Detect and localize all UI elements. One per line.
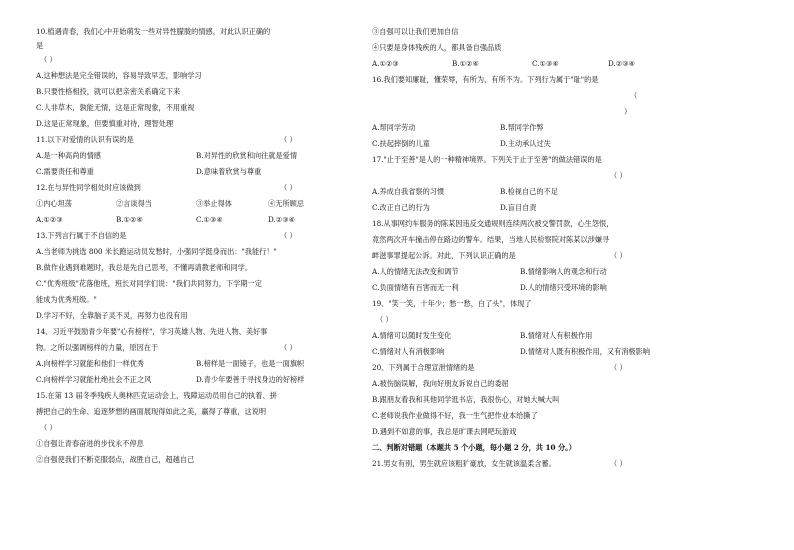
- q11-option-d: D.意味着欣赏与尊重: [196, 167, 262, 176]
- q17-answer-blank: （ ）: [610, 171, 627, 180]
- q14-answer-blank: （ ）: [280, 343, 297, 352]
- q18-answer-blank: （ ）: [610, 251, 627, 260]
- q15-option-b: B.①②④: [452, 59, 479, 68]
- q14-option-a: A.向榜样学习就能和他们一样优秀: [36, 359, 145, 368]
- q16-option-b: B.帮同学作弊: [500, 123, 544, 132]
- q19-answer-blank: （ ）: [376, 315, 393, 324]
- q11-stem: 11.以下对爱情的认识有误的是: [36, 135, 134, 144]
- q18-stem-line1: 18.从事网约车服务的陈某因违反交通规则连续两次被交警罚款，心生怨恨，: [372, 219, 614, 228]
- q21-answer-blank: （ ）: [610, 459, 627, 468]
- q12-item-4: ④无所顾忌: [268, 199, 304, 208]
- q15-item-4: ④只要是身体残疾的人，都具备自强品质: [372, 43, 502, 52]
- q17-option-a: A.养成自我省察的习惯: [372, 187, 445, 196]
- q15-item-3: ③自强可以让我们更加自信: [372, 27, 459, 36]
- q16-stem: 16.我们要知廉耻，懂荣辱，有所为，有所不为。下列行为属于"耻"的是: [372, 75, 599, 84]
- q21-stem: 21.男女有别，男生就应该粗犷豪放，女生就该温柔含蓄。: [372, 459, 556, 468]
- q14-stem-line1: 14、习近平鼓励青少年要"心有榜样"，学习英雄人物、先进人物、美好事: [36, 327, 268, 336]
- q20-answer-blank: （ ）: [610, 363, 627, 372]
- q16-blank-open: （: [630, 91, 638, 100]
- q18-option-c: C.负面情绪有百害而无一利: [372, 283, 459, 292]
- q15-option-d: D.②③④: [608, 59, 636, 68]
- q16-option-c: C.扶起摔倒的儿童: [372, 139, 430, 148]
- section-2-title: 二、判断对错题（本题共 5 个小题，每小题 2 分，共 10 分。）: [372, 443, 576, 452]
- q19-option-d: D.情绪对人既有积极作用，又有消极影响: [520, 347, 650, 356]
- q18-option-b: B.情绪影响人的观念和行动: [520, 267, 607, 276]
- q17-option-c: C.改正自己的行为: [372, 203, 430, 212]
- q20-option-a: A.被伤脑误解，我向好朋友诉说自己的委屈: [372, 379, 509, 388]
- q19-option-c: C.情绪对人有消极影响: [372, 347, 445, 356]
- q19-stem: 19、"笑一笑，十年少；愁一愁，白了头"，体现了: [372, 299, 532, 308]
- q13-option-b: B.做作业遇到难题时，我总是先自己思考，不懂再请教老师和同学。: [36, 263, 253, 272]
- q20-option-d: D.遇到不如意的事，我总是旷课去网吧玩游戏: [372, 427, 517, 436]
- q12-stem: 12.在与异性同学相处时应该做到: [36, 183, 141, 192]
- q19-option-a: A.情绪可以随时发生变化: [372, 331, 452, 340]
- q10-option-d: D.这是正常现象，但要慎重对待，理智处理: [36, 119, 174, 128]
- q14-option-c: C.向榜样学习就能杜绝社会不正之风: [36, 375, 152, 384]
- q12-option-d: D.②③④: [268, 215, 296, 224]
- q15-stem-line2: 搏把自己的生命、追逐梦想的画面展现得如此之美，赢得了尊重，这说明: [36, 407, 267, 416]
- q12-answer-blank: （ ）: [280, 183, 297, 192]
- q18-stem-line3: 衅滋事罪提起公诉。对此，下列认识正确的是: [372, 251, 516, 260]
- q15-item-1: ①自强让青春奋进的步伐永不停息: [36, 439, 144, 448]
- q13-option-c-line2: 能成为优秀班级。": [36, 295, 97, 304]
- q10-answer-blank: （ ）: [40, 55, 57, 64]
- q12-option-c: C.①③④: [196, 215, 223, 224]
- q11-option-a: A.是一种高尚的情感: [36, 151, 101, 160]
- q15-option-c: C.①③④: [532, 59, 559, 68]
- q10-stem-line1: 10.植遇青春，我们心中开始萌发一些对异性朦胧的情感，对此认识正确的: [36, 27, 271, 36]
- q10-option-c: C.人非草木，孰能无情，这是正常现象，不用重视: [36, 103, 195, 112]
- q15-stem-line1: 15.在第 13 届冬季残疾人奥林匹克运动会上，残障运动员用自己的执着、拼: [36, 391, 277, 400]
- q12-item-3: ③举止得体: [196, 199, 232, 208]
- q13-option-d: D.学习不好，全靠脑子灵不灵，再努力也没有用: [36, 311, 188, 320]
- q13-stem: 13.下列言行属于不自信的是: [36, 231, 127, 240]
- q14-option-d: D.青少年要善于寻找身边的好榜样: [196, 375, 305, 384]
- q20-option-b: B.跟朋友看我和其他同学逛书店，我很伤心，对她大喊大叫: [372, 395, 560, 404]
- q15-option-a: A.①②③: [372, 59, 399, 68]
- q16-option-d: D.主动承认过失: [500, 139, 551, 148]
- q11-option-c: C.需要责任和尊重: [36, 167, 94, 176]
- q12-item-1: ①内心坦荡: [36, 199, 72, 208]
- q20-stem: 20、下列属于合理宣泄情绪的是: [372, 363, 475, 372]
- q11-option-b: B.对异性的欣赏和向往就是爱情: [196, 151, 298, 160]
- q14-stem-line2: 物。之所以强调榜样的力量，原因在于: [36, 343, 159, 352]
- q10-option-a: A.这种想法是完全错误的，容易导致早恋，影响学习: [36, 71, 202, 80]
- q17-stem: 17."止于至善"是人的一种精神境界。下列关于止于至善"的做法错误的是: [372, 155, 602, 164]
- q20-option-c: C.老师说我作业做得不好，我一生气把作业本给撕了: [372, 411, 538, 420]
- q10-stem-line2: 是: [36, 41, 44, 50]
- q13-option-c-line1: C."优秀班级"花落他班，班长对同学们说："我们共同努力，下学期一定: [36, 279, 262, 288]
- q12-item-2: ②言谈得当: [116, 199, 152, 208]
- q16-option-a: A.帮同学劳动: [372, 123, 416, 132]
- q10-option-b: B.只要性格相投，就可以把亲密关系确定下来: [36, 87, 181, 96]
- q18-option-a: A.人的情绪无法改变和调节: [372, 267, 459, 276]
- q18-stem-line2: 竟然两次开车撞击停在路边的警车。结果，当地人民检察院对陈某以涉嫌寻: [372, 235, 610, 244]
- q18-option-d: D.人的情绪只受环境的影响: [520, 283, 607, 292]
- q15-item-2: ②自强使我们不断克服弱点，战胜自己，超越自己: [36, 455, 195, 464]
- q19-option-b: B.情绪对人有积极作用: [520, 331, 593, 340]
- q12-option-a: A.①②③: [36, 215, 63, 224]
- q13-option-a: A.当老师为挑选 800 米长跑运动员发愁时，小强同学挺身而出："我能行！": [36, 247, 277, 256]
- q17-option-b: B.检视自己的不足: [500, 187, 558, 196]
- q15-answer-blank: （ ）: [40, 423, 57, 432]
- q11-answer-blank: （ ）: [280, 135, 297, 144]
- q17-option-d: D.盲目自责: [500, 203, 537, 212]
- q13-answer-blank: （ ）: [280, 231, 297, 240]
- q14-option-b: B.榜样是一面镜子，也是一面旗帜: [196, 359, 305, 368]
- q12-option-b: B.①②④: [116, 215, 143, 224]
- q16-blank-close: ）: [624, 107, 632, 116]
